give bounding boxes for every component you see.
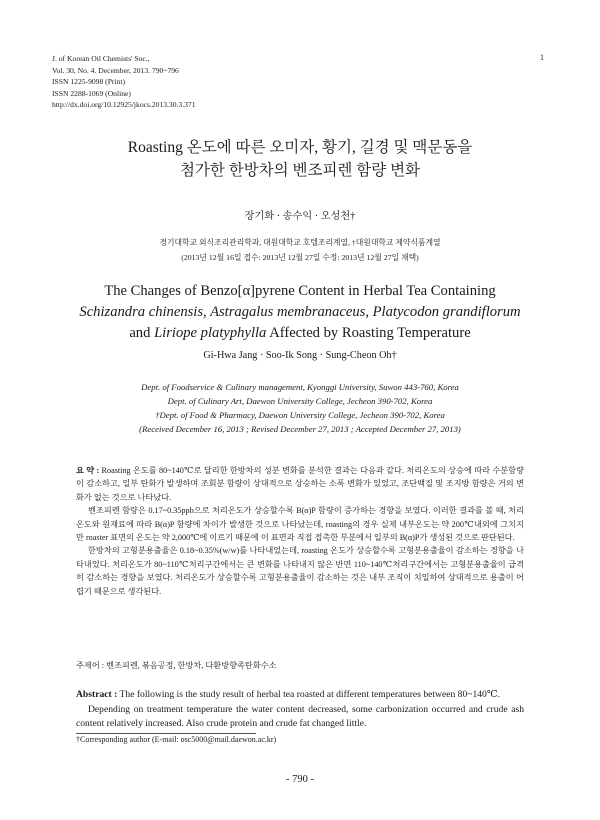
title-english-line-2: Schizandra chinensis, Astragalus membranaceus, Platycodon grandiflorum	[79, 304, 521, 320]
abstract-korean	[76, 464, 524, 598]
footnote-divider	[76, 733, 256, 734]
abstract-korean-p3: 한방차의 고형분용출율은 0.18~0.35%(w/w)를 나타내었는데, roasting 온도가 상승할수록 고형분용출율이 감소하는 경향을 나타내었다. 처리온도가 80~110℃처리구간에서는 큰 변화를 나타내지 않은 반면 110~140℃처리구간에서는 고형분용출율이 급격히 감소하는 경향을 보였다. 처리온도가 상승할수록 고형분용출율이 감소하는 것은 내부 조직이 치밀하여 상대적으로 용출이 어렵기 때문으로 생각된다.	[76, 546, 524, 596]
authors-korean: 장기화 · 송수익 · 오성천†	[244, 211, 356, 222]
authors-english: Gi-Hwa Jang · Soo-Ik Song · Sung-Cheon Oh†	[203, 350, 397, 361]
doi-link[interactable]: http://dx.doi.org/10.12925/jkocs.2013.30.3.371	[52, 100, 196, 110]
keywords-korean: 주제어 : 벤조피렌, 볶음공정, 한방차, 다환방향족탄화수소	[76, 661, 277, 670]
title-korean-line-1: Roasting 온도에 따른 오미자, 황기, 길경 및 맥문동을	[127, 139, 473, 156]
corresponding-author-footnote: †Corresponding author (E-mail: osc5000@mail.daewon.ac.kr)	[76, 735, 277, 744]
affiliations-korean: 경기대학교 외식조리관리학과, 대원대학교 호텔조리계열, †대원대학교 제약식품계열	[159, 238, 441, 247]
issn-print: ISSN 1225-9098 (Print)	[52, 77, 125, 87]
title-english-tail: Affected by Roasting Temperature	[266, 325, 471, 341]
abstract-english-p2: Depending on treatment temperature the water content decreased, some carbonization occurred and crude ash content relatively increased. Also crude protein and crude fat changed little.	[76, 703, 524, 729]
issn-online: ISSN 2288-1069 (Online)	[52, 88, 131, 98]
abstract-english-p1: The following is the study result of herbal tea roasted at different temperatures between 80~140℃.	[119, 689, 500, 700]
journal-volume: Vol. 30, No. 4. December, 2013. 790~796	[52, 65, 179, 75]
abstract-english	[76, 688, 524, 732]
affiliation-english-3: †Dept. of Food & Pharmacy, Daewon University College, Jecheon 390-702, Korea	[155, 410, 445, 420]
affiliation-english-2: Dept. of Culinary Art, Daewon University College, Jecheon 390-702, Korea	[167, 396, 433, 406]
journal-name: J. of Korean Oil Chemists' Soc.,	[52, 54, 150, 63]
journal-info	[52, 53, 352, 111]
title-english-and: and	[129, 325, 155, 341]
received-dates-english: (Received December 16, 2013 ; Revised December 27, 2013 ; Accepted December 27, 2013)	[139, 424, 461, 434]
abstract-korean-p2: 벤조피렌 함량은 0.17~0.35ppb으로 처리온도가 상승할수록 B(α)P 함량이 증가하는 경향을 보였다. 이러한 결과를 볼 때, 처리온도와 원재료에 따라 B(α)P 함량에 차이가 발생한 것으로 나타났는데, roasting의 경우 실제 내부온도는 약 200℃내외에 그치지만 roaster 표면의 온도는 약 2,000℃에 이르기 때문에 이 표면과 직접 접촉한 부분에서 일부의 B(α)P가 생성된 것으로 판단된다.	[76, 506, 524, 543]
title-english-species: Liriope platyphylla	[154, 325, 267, 341]
page-number-top: 1	[540, 53, 544, 62]
received-dates-korean: (2013년 12월 16일 접수: 2013년 12월 27일 수정: 2013년 12월 27일 채택)	[181, 253, 419, 262]
abstract-english-label: Abstract :	[76, 689, 118, 700]
title-english-line-3	[30, 323, 570, 344]
page-number-footer: - 790 -	[286, 774, 314, 785]
title-english-line-1: The Changes of Benzo[α]pyrene Content in Herbal Tea Containing	[104, 283, 496, 299]
abstract-korean-p1: Roasting 온도를 80~140℃로 달리한 한방차의 성분 변화를 분석한 결과는 다음과 같다. 처리온도의 상승에 따라 수분함량이 감소하고, 일부 탄화가 발생하며 조회분 함량이 상대적으로 상승하는 소폭 변화가 있었고, 조단백질 및 조지방 함량은 거의 변화가 없는 것으로 나타났다.	[76, 466, 525, 502]
title-korean-line-2: 첨가한 한방차의 벤조피렌 함량 변화	[179, 162, 421, 179]
affiliation-english-1: Dept. of Foodservice & Culinary management, Kyonggi University, Suwon 443-760, Korea	[141, 382, 459, 392]
abstract-korean-label: 요 약 :	[76, 466, 100, 475]
